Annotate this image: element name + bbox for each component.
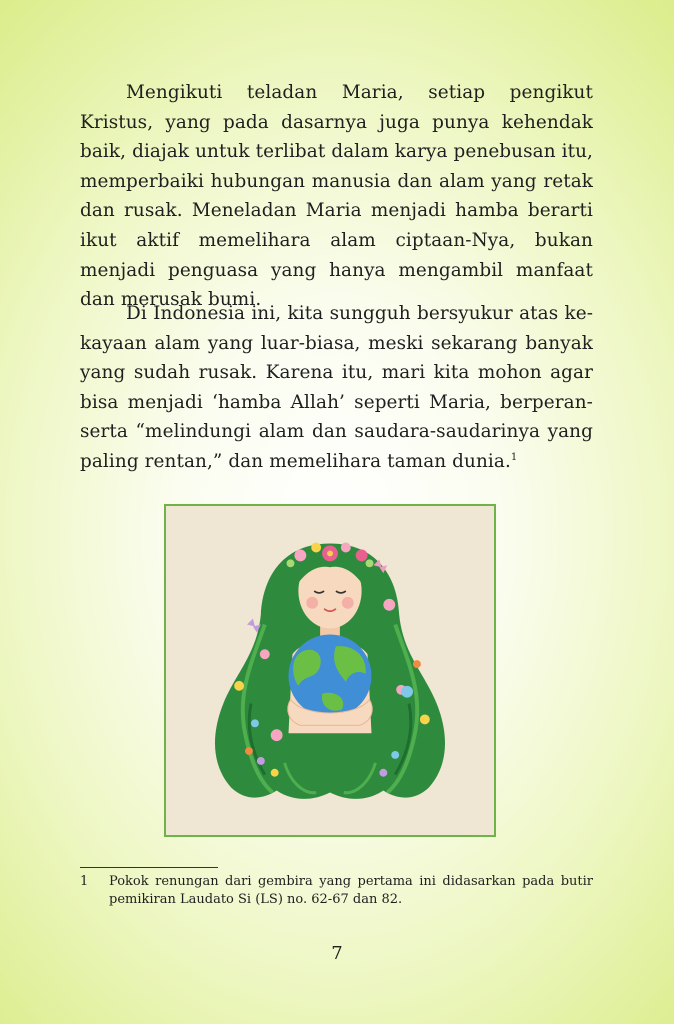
- page-number: 7: [331, 943, 343, 964]
- footnote-divider: [80, 867, 218, 868]
- footnote: [80, 873, 593, 909]
- illustration-frame: [164, 504, 496, 837]
- paragraph-1-text: Mengikuti teladan Maria, setiap pengikut Kristus, yang pada dasarnya juga punya kehendak baik, diajak untuk terlibat dalam karya penebusan itu, memperbaiki hubungan manusia dan alam yang retak dan rusak. Meneladan Maria menjadi hamba berarti ikut aktif memelihara alam ciptaan-Nya, bukan menjadi penguasa yang hanya mengambil manfaat dan merusak bumi.: [80, 82, 593, 311]
- woman-holding-earth-illustration: [166, 506, 494, 835]
- footnote-reference[interactable]: 1: [510, 451, 518, 463]
- paragraph-1: [80, 78, 593, 315]
- footnote-text: Pokok renungan dari gembira yang pertama ini didasarkan pada butir pemikiran Laudato Si (LS) no. 62-67 dan 82.: [109, 874, 593, 907]
- paragraph-2-text: Di Indonesia ini, kita sungguh bersyukur atas kekayaan alam yang luar-biasa, meski sekarang banyak yang sudah rusak. Karena itu, mari kita mohon agar bisa menjadi ‘hamba Allah’ seperti Maria, berperan-serta “melindungi alam dan saudara-saudarinya yang paling rentan,” dan memelihara taman dunia.: [80, 303, 593, 472]
- paragraph-2: [80, 299, 593, 477]
- footnote-number: 1: [80, 874, 89, 889]
